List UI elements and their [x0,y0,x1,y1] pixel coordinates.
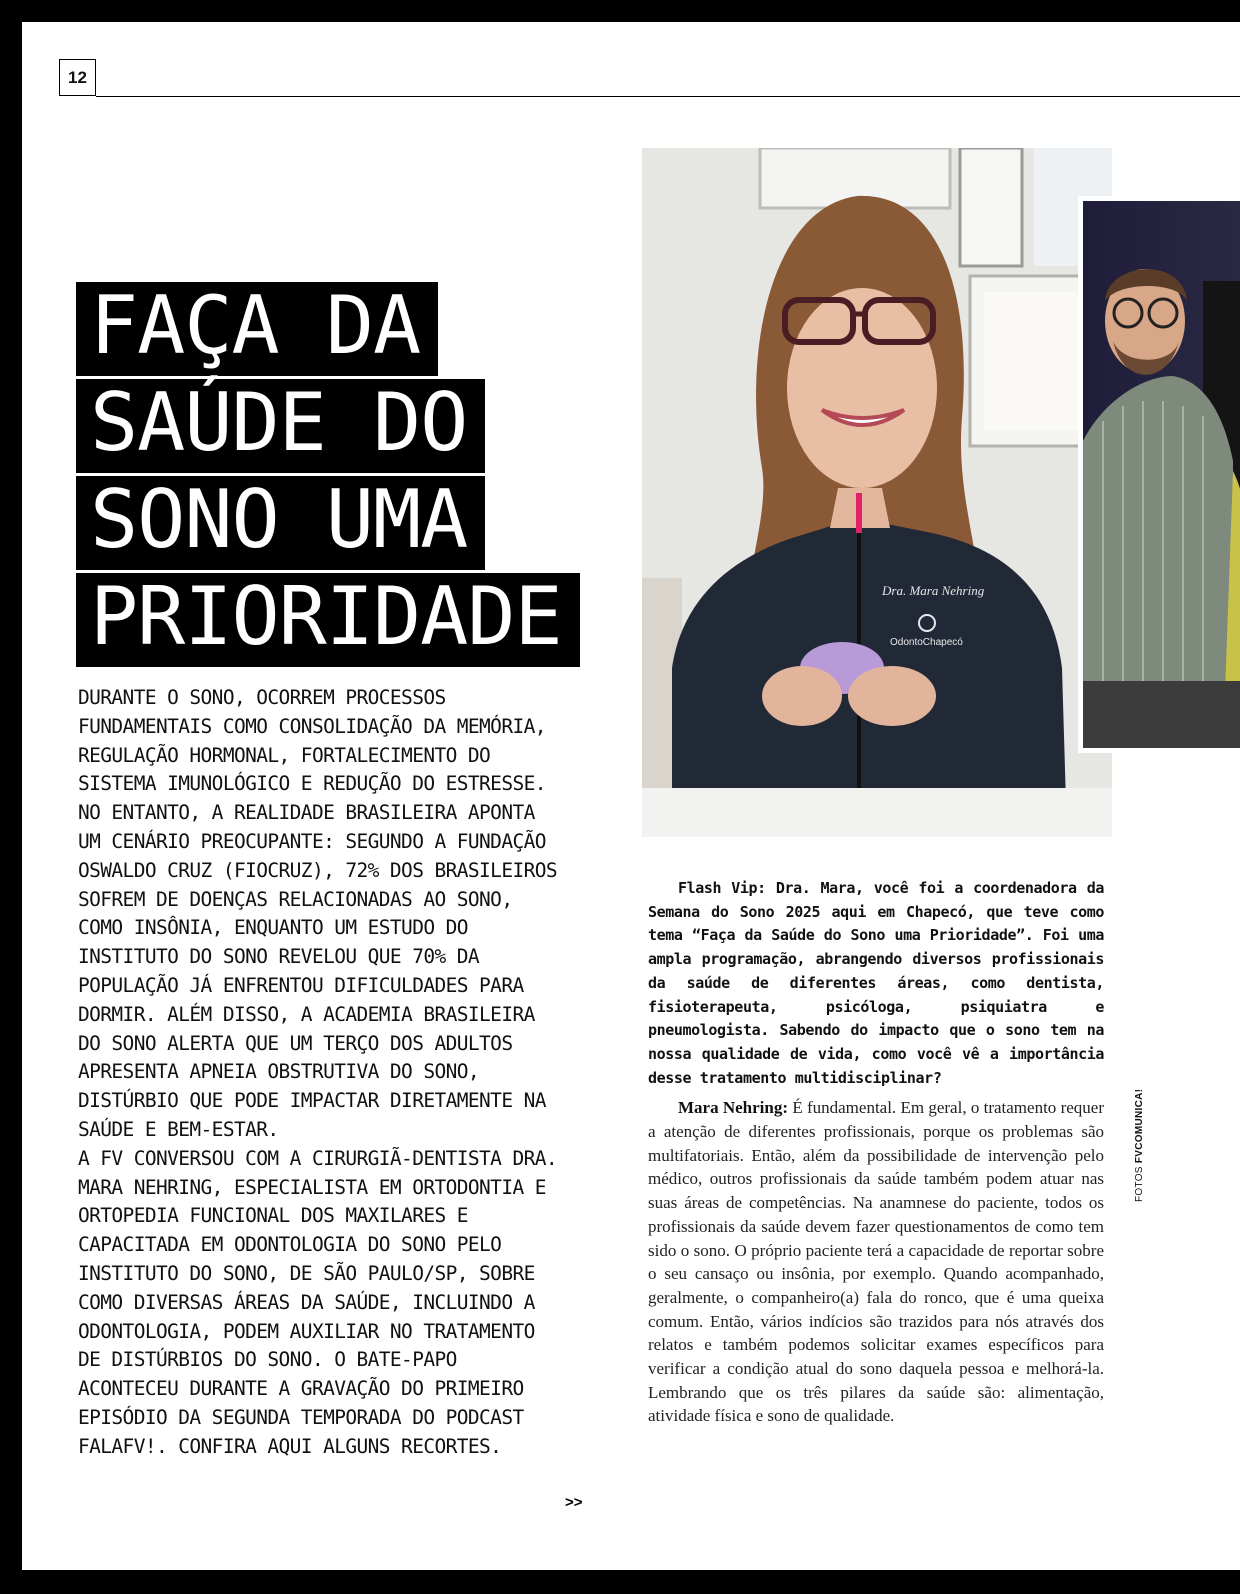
intro-paragraph: DURANTE O SONO, OCORREM PROCESSOS FUNDAMENTAIS COMO CONSOLIDAÇÃO DA MEMÓRIA, REGULAÇÃO HORMONAL, FORTALECIMENTO DO SISTEMA IMUNOLÓGICO E REDUÇÃO DO ESTRESSE. NO ENTANTO, A REALIDADE BRASILEIRA APONTA UM CENÁRIO PREOCUPANTE: SEGUNDO A FUNDAÇÃO OSWALDO CRUZ (FIOCRUZ), 72% DOS BRASILEIROS SOFREM DE DOENÇAS RELACIONADAS AO SONO, COMO INSÔNIA, ENQUANTO UM ESTUDO DO INSTITUTO DO SONO REVELOU QUE 70% DA POPULAÇÃO JÁ ENFRENTOU DIFICULDADES PARA DORMIR. ALÉM DISSO, A ACADEMIA BRASILEIRA DO SONO ALERTA QUE UM TERÇO DOS ADULTOS APRESENTA APNEIA OBSTRUTIVA DO SONO, DISTÚRBIO QUE PODE IMPACTAR DIRETAMENTE NA SAÚDE E BEM-ESTAR. [78,686,558,1141]
answer-text: É fundamental. Em geral, o tratamento requer a atenção de diferentes profissionais, porque os problemas são multifatoriais. Então, além da possibilidade de intervenção pelo médico, outros profissionais da saúde também podem atuar nas suas áreas de competências. Na anamnese do paciente, todos os profissionais da saúde devem fazer questionamentos de como tem sido o sono. O próprio paciente terá a capacidade de reportar sobre o seu cansaço ou insônia, por exemplo. Quando acompanhado, geralmente, o companheiro(a) fala do ronco, que é uma queixa comum. Então, vários indícios são trazidos para nós através dos relatos e também podemos solicitar exames específicos para verificar a condição atual do sono daquela pessoa e melhorá-la. Lembrando que os três pilares da saúde são: alimentação, atividade física e sono de qualidade. [648,1098,1104,1426]
podcast-illustration [1083,201,1240,748]
portrait-photo [642,148,1112,837]
photo-credit-prefix: FOTOS [1134,1163,1145,1202]
magazine-page [22,22,1240,1570]
headline-line: SAÚDE DO [76,379,485,473]
podcast-photo [1078,196,1240,753]
jacket-name: Dra. Mara Nehring [882,583,985,598]
portrait-illustration [642,148,1112,837]
continue-marker: >> [565,1494,583,1511]
headline-line: PRIORIDADE [76,573,580,667]
headline [76,279,580,670]
intro-paragraph: A FV CONVERSOU COM A CIRURGIÃ-DENTISTA DRA. MARA NEHRING, ESPECIALISTA EM ORTODONTIA E ORTOPEDIA FUNCIONAL DOS MAXILARES E CAPACITADA EM ODONTOLOGIA DO SONO PELO INSTITUTO DO SONO, DE SÃO PAULO/SP, SOBRE COMO DIVERSAS ÁREAS DA SAÚDE, INCLUINDO A ODONTOLOGIA, PODEM AUXILIAR NO TRATAMENTO DE DISTÚRBIOS DO SONO. O BATE-PAPO ACONTECEU DURANTE A GRAVAÇÃO DO PRIMEIRO EPISÓDIO DA SEGUNDA TEMPORADA DO PODCAST FALAFV!. CONFIRA AQUI ALGUNS RECORTES. [78,1146,558,1458]
answer-speaker: Mara Nehring: [678,1098,789,1118]
headline-line: SONO UMA [76,476,485,570]
interview-answer [648,1096,1104,1428]
interview-question: Flash Vip: Dra. Mara, você foi a coordenadora da Semana do Sono 2025 aqui em Chapecó, que teve como tema “Faça da Saúde do Sono uma Prioridade”. Foi uma ampla programação, abrangendo diversos profissionais da saúde de diferentes áreas, como dentista, fisioterapeuta, psicóloga, psiquiatra e pneumologista. Sabendo do impacto que o sono tem na nossa qualidade de vida, como você vê a importância desse tratamento multidisciplinar? [648,879,1104,1087]
jacket-brand: OdontoChapecó [890,637,963,648]
headline-line: FAÇA DA [76,282,438,376]
photo-credit [1134,1089,1145,1202]
intro-text [78,684,568,1462]
photo-credit-name: FVCOMUNICA! [1134,1088,1145,1164]
interview-text [648,877,1104,1428]
page-number: 12 [59,59,96,96]
header-rule [96,96,1240,97]
